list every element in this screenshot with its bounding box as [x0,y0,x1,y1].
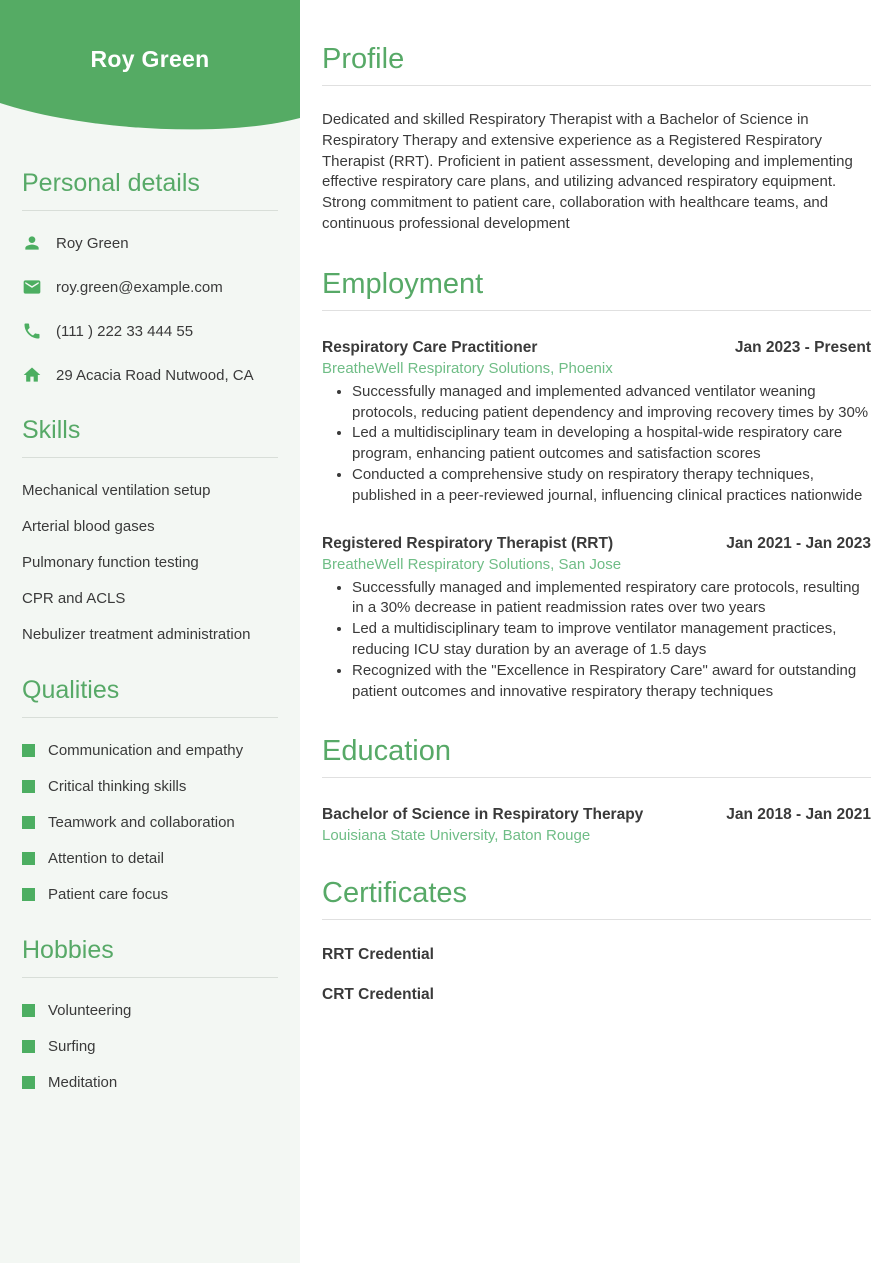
skills-heading: Skills [22,416,81,444]
hobby-item [22,1036,278,1057]
email-icon [22,277,42,297]
job-entry [322,535,871,703]
personal-details-section [0,168,300,385]
profile-text: Dedicated and skilled Respiratory Therapist with a Bachelor of Science in Respiratory Therapy and extensive experience as a Registered Respiratory Therapist (RRT). Proficient in patient assessment, developing and implementing effective respiratory care plans, and utilizing advanced respiratory equipment. Strong commitment to patient care, collaboration with healthcare teams, and continuous professional development [322,111,853,232]
personal-detail-row [22,277,278,297]
square-bullet-icon [22,780,35,793]
section-divider [322,310,871,311]
person-icon [22,233,42,253]
personal-detail-text: (111 ) 222 33 444 55 [56,322,194,340]
job-title: Registered Respiratory Therapist (RRT) [322,534,614,552]
candidate-name: Roy Green [90,46,210,72]
job-bullet: • Led a multidisciplinary team to improve ventilator management practices, reducing ICU stay duration by an average of 1.5 days [352,619,871,661]
certificates-heading: Certificates [322,877,468,910]
skill-item: Pulmonary function testing [22,554,199,571]
square-bullet-icon [22,852,35,865]
job-company: BreatheWell Respiratory Solutions, Phoenix [322,359,613,377]
quality-item [22,848,278,869]
job-bullet: • Conducted a comprehensive study on respiratory therapy techniques, published in a peer-reviewed journal, influencing clinical practices nationwide [352,465,871,507]
quality-item-label: Communication and empathy [48,742,244,759]
education-header [322,806,871,824]
qualities-list [22,740,278,905]
job-bullet: • Successfully managed and implemented respiratory care protocols, resulting in a 30% decrease in patient readmission rates over two years [352,578,871,620]
certificates-list [322,946,871,1004]
job-bullet: • Led a multidisciplinary team in developing a hospital-wide respiratory care program, enhancing patient outcomes and satisfaction scores [352,423,871,465]
personal-detail-text: roy.green@example.com [56,278,223,296]
main-content [300,0,893,1004]
skills-section [0,415,300,645]
job-bullet-list [322,578,871,703]
education-section [322,734,871,844]
quality-item-label: Patient care focus [48,886,169,903]
section-divider [322,919,871,920]
personal-detail-row [22,321,278,341]
job-dates: Jan 2021 - Jan 2023 [726,534,871,552]
hobbies-list [22,1000,278,1093]
qualities-heading: Qualities [22,676,120,704]
square-bullet-icon [22,888,35,901]
personal-detail-row [22,365,278,385]
skill-item: Nebulizer treatment administration [22,626,251,643]
personal-details-heading: Personal details [22,169,200,197]
hobby-item-label: Surfing [48,1038,96,1055]
education-heading: Education [322,735,451,768]
education-entry [322,806,871,844]
section-divider [22,457,278,458]
skill-item: CPR and ACLS [22,590,126,607]
quality-item-label: Attention to detail [48,850,164,867]
section-divider [322,777,871,778]
profile-section [322,42,871,235]
sidebar-header [0,0,300,138]
job-bullet: • Successfully managed and implemented advanced ventilator weaning protocols, reducing patient dependency and improving recovery times by 30% [352,382,871,424]
job-bullet: • Recognized with the "Excellence in Respiratory Care" award for outstanding patient outcomes and innovative respiratory therapy techniques [352,661,871,703]
skill-item: Mechanical ventilation setup [22,482,211,499]
qualities-section [0,675,300,905]
quality-item [22,812,278,833]
skill-item: Arterial blood gases [22,518,155,535]
job-title: Respiratory Care Practitioner [322,338,538,356]
certificates-section [322,876,871,1004]
square-bullet-icon [22,744,35,757]
sidebar [0,0,300,1263]
quality-item-label: Teamwork and collaboration [48,814,235,831]
quality-item [22,884,278,905]
quality-item [22,776,278,797]
square-bullet-icon [22,1004,35,1017]
section-divider [22,210,278,211]
home-icon [22,365,42,385]
profile-heading: Profile [322,43,405,75]
section-divider [22,717,278,718]
square-bullet-icon [22,1076,35,1089]
job-company: BreatheWell Respiratory Solutions, San Jose [322,555,622,573]
job-entry [322,339,871,507]
job-header [322,535,871,553]
personal-detail-text: Roy Green [56,234,129,252]
employment-heading: Employment [322,267,484,300]
job-bullet-list [322,382,871,507]
employment-entries [322,339,871,703]
personal-details-list [22,233,278,385]
quality-item-label: Critical thinking skills [48,778,187,795]
personal-detail-text: 29 Acacia Road Nutwood, CA [56,366,254,384]
hobbies-heading: Hobbies [22,936,114,964]
certificate-item: CRT Credential [322,986,434,1004]
employment-section [322,267,871,703]
education-entries [322,806,871,844]
hobby-item-label: Meditation [48,1074,118,1091]
hobby-item-label: Volunteering [48,1002,132,1019]
section-divider [322,85,871,86]
skills-list [22,480,278,645]
degree-title: Bachelor of Science in Respiratory Therapy [322,806,644,824]
square-bullet-icon [22,1040,35,1053]
job-dates: Jan 2023 - Present [734,338,871,356]
education-dates: Jan 2018 - Jan 2021 [726,806,871,824]
hobbies-section [0,935,300,1093]
section-divider [22,977,278,978]
square-bullet-icon [22,816,35,829]
phone-icon [22,321,42,341]
school-name: Louisiana State University, Baton Rouge [322,827,591,845]
certificate-item: RRT Credential [322,946,434,964]
hobby-item [22,1000,278,1021]
quality-item [22,740,278,761]
hobby-item [22,1072,278,1093]
personal-detail-row [22,233,278,253]
job-header [322,339,871,357]
